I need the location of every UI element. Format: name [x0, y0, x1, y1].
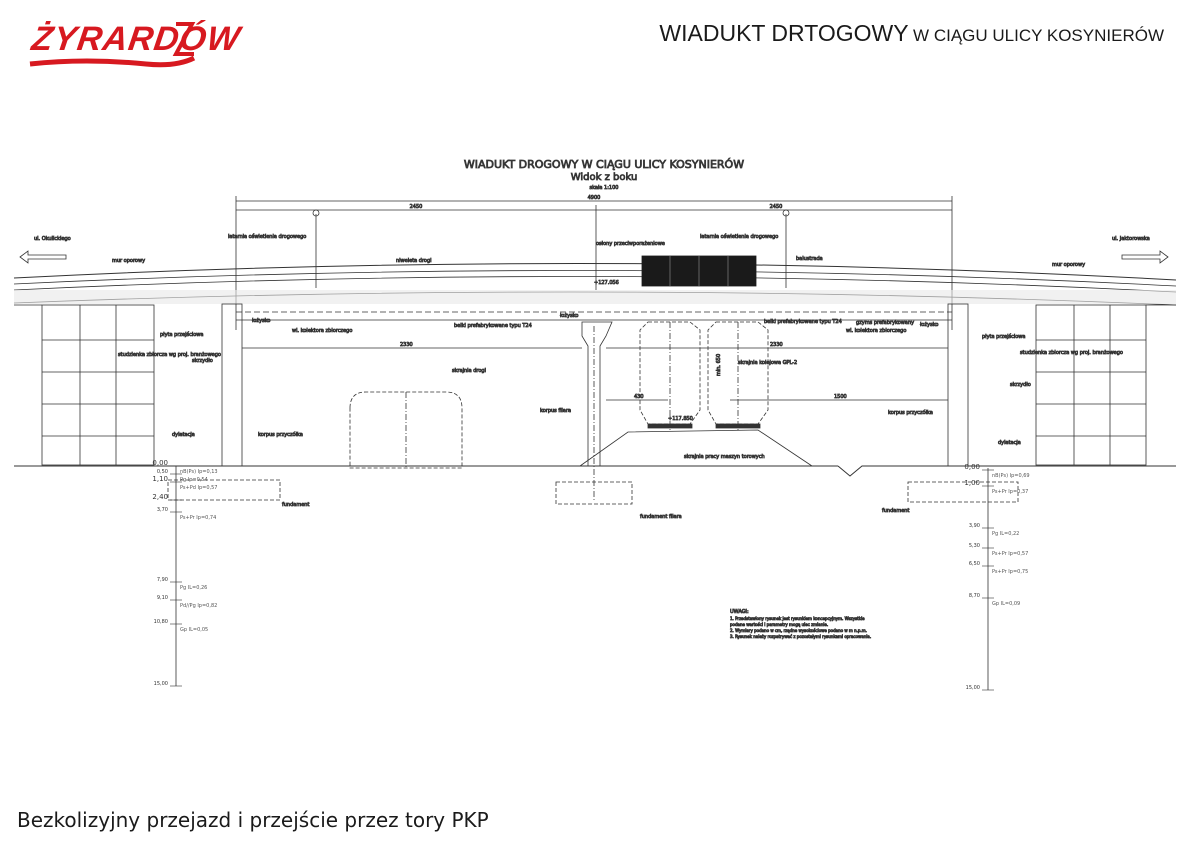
fund-pier-label: fundament filara — [640, 514, 682, 520]
retaining-left-label: mur oporowy — [112, 258, 146, 264]
dim-clear-left-text: 2330 — [400, 342, 413, 348]
street-right-label: ul. Jaktorowska — [1112, 236, 1150, 242]
road-structure-fill — [14, 290, 1176, 304]
pier-body-label: korpus filara — [540, 408, 572, 414]
soil-depth-label: 8,70 — [968, 593, 980, 599]
screens-label: osłony przeciwporażeniowe — [596, 241, 665, 247]
road-gauge-label: skrajnia drogi — [452, 368, 486, 374]
soil-layer-label: Ps+Pr Ip=0,57 — [992, 551, 1029, 557]
soil-depth-label: 15,00 — [153, 681, 168, 687]
soil-depth-label: 3,90 — [968, 523, 980, 529]
wing-left-label: skrzydło — [192, 358, 213, 364]
drawing-title: WIADUKT DROGOWY W CIĄGU ULICY KOSYNIERÓW — [463, 158, 745, 171]
soil-layer-label: nB(Ps) Ip=0,13 — [180, 469, 218, 475]
dilation-right-label: dylatacja — [998, 440, 1021, 446]
soil-profile-left — [152, 459, 217, 687]
slab-left-label: płyta przejściowa — [160, 332, 204, 338]
bearing-right-label: łożysko — [920, 322, 939, 328]
clear-height-label: min. 650 — [716, 353, 722, 376]
soil-profile-right — [964, 463, 1029, 691]
wing-right-label: skrzydło — [1010, 382, 1031, 388]
soil-depth-label: 0,00 — [152, 459, 168, 467]
soil-layer-label: Gp IL=0,05 — [180, 627, 209, 633]
note-3: 2. Wymiary podano w cm, rzędne wysokościowe podano w m n.p.m. — [730, 628, 867, 633]
rail-track-right — [716, 424, 760, 428]
drawing-scale: skala 1:100 — [589, 185, 619, 191]
soil-depth-label: 1,00 — [964, 479, 980, 487]
dim-430-text: 430 — [634, 394, 644, 400]
drawing-subtitle: Widok z boku — [570, 172, 638, 183]
abutment-left-label: korpus przyczółka — [258, 432, 303, 438]
soil-depth-label: 5,30 — [968, 543, 980, 549]
fund-right-label: fundament — [882, 508, 910, 514]
soil-layer-label: Gp IL=0,09 — [992, 601, 1021, 607]
soil-layer-label: Ps+Pr Ip=0,37 — [992, 489, 1029, 495]
rail-gauge-label: skrajnia kolejowa GPL-2 — [738, 360, 798, 366]
well-right-label: studzienka zbiorcza wg proj. branżowego — [1020, 350, 1123, 356]
street-left-label: ul. Okulickiego — [34, 236, 71, 242]
soil-depth-label: 15,00 — [965, 685, 980, 691]
dim-span-right-text: 2450 — [769, 204, 783, 210]
soil-layer-label: Pg IL=0,22 — [992, 531, 1020, 537]
soil-layer-label: Ps+Pd Ip=0,57 — [180, 485, 218, 491]
soil-layer-label: Pd//Pg Ip=0,82 — [180, 603, 218, 609]
soil-layer-label: nB(Ps) Ip=0,69 — [992, 473, 1030, 479]
level-top-label: +127.056 — [594, 280, 619, 286]
soil-depth-label: 0,00 — [964, 463, 980, 471]
page-caption: Bezkolizyjny przejazd i przejście przez tory PKP — [17, 808, 489, 832]
notes-title: UWAGI: — [730, 609, 749, 615]
retaining-right-label: mur oporowy — [1052, 262, 1086, 268]
page-title-main: WIADUKT DRTOGOWY — [659, 20, 909, 46]
retaining-wall-right — [1036, 305, 1176, 465]
slab-right-label: płyta przejściowa — [982, 334, 1026, 340]
drain-left-label: wl. kolektora zbiorczego — [292, 328, 353, 334]
arrow-left-icon — [20, 251, 66, 263]
soil-depth-label: 9,10 — [156, 595, 168, 601]
bearing-center-label: łożysko — [560, 313, 579, 319]
dim-clear-right-text: 2330 — [770, 342, 783, 348]
abutment-right — [948, 304, 968, 466]
beams-right-label: belki prefabrykowane typu T24 — [764, 319, 842, 325]
lamp-right-label: latarnia oświetlenia drogowego — [700, 234, 779, 240]
beams-left-label: belki prefabrykowane typu T24 — [454, 323, 532, 329]
soil-layer-label: Ps+Pr Ip=0,75 — [992, 569, 1029, 575]
soil-layer-label: Pg Ip=0,54 — [180, 477, 208, 483]
road-surface-line — [14, 263, 1176, 280]
dim-span-left-text: 2450 — [409, 204, 423, 210]
well-left-label: studzienka zbiorcza wg proj. branżowego — [118, 352, 221, 358]
soil-layer-label: Ps+Pr Ip=0,74 — [180, 515, 217, 521]
soil-depth-label: 7,90 — [156, 577, 168, 583]
lamp-left-label: latarnia oświetlenia drogowego — [228, 234, 307, 240]
rail-track-left — [648, 424, 692, 428]
rail-work-label: skrajnia pracy maszyn torowych — [684, 454, 765, 460]
soil-layer-label: Pg IL=0,26 — [180, 585, 208, 591]
note-2: podane wartości i parametry mogą ulec zmianie. — [730, 622, 829, 627]
logo-text: ŻYRARDÓW — [29, 20, 243, 58]
bearing-left-label: łożysko — [252, 318, 271, 324]
drain-right-label: wl. kolektora zbiorczego — [846, 328, 907, 334]
dim-1500-text: 1500 — [834, 394, 847, 400]
soil-depth-label: 6,50 — [968, 561, 980, 567]
page-title-sub: W CIĄGU ULICY KOSYNIERÓW — [913, 26, 1164, 45]
note-4: 3. Rysunek należy rozpatrywać z pozostałymi rysunkami opracowania. — [730, 634, 872, 639]
handrail-label: balustrada — [796, 256, 823, 262]
rail-embankment — [580, 430, 812, 466]
abutment-left — [222, 304, 242, 466]
retaining-wall-left — [14, 305, 154, 465]
soil-depth-label: 0,50 — [156, 469, 168, 475]
arrow-right-icon — [1122, 251, 1168, 263]
dilation-left-label: dylatacja — [172, 432, 195, 438]
soil-depth-label: 2,40 — [152, 493, 168, 501]
abutment-right-label: korpus przyczółka — [888, 410, 933, 416]
soil-depth-label: 10,80 — [153, 619, 168, 625]
fund-left-label: fundament — [282, 502, 310, 508]
gutter-right-label: gzyms prefabrykowany — [856, 320, 915, 326]
dim-total-text: 4900 — [587, 195, 601, 201]
road-level-label: niweleta drogi — [396, 258, 432, 264]
soil-depth-label: 1,10 — [152, 475, 168, 483]
note-1: 1. Przedstawiony rysunek jest rysunkiem koncepcyjnym. Wszystkie — [730, 616, 865, 621]
soil-depth-label: 3,70 — [156, 507, 168, 513]
pier — [582, 322, 612, 466]
level-rail-label: +117.850 — [668, 416, 693, 422]
